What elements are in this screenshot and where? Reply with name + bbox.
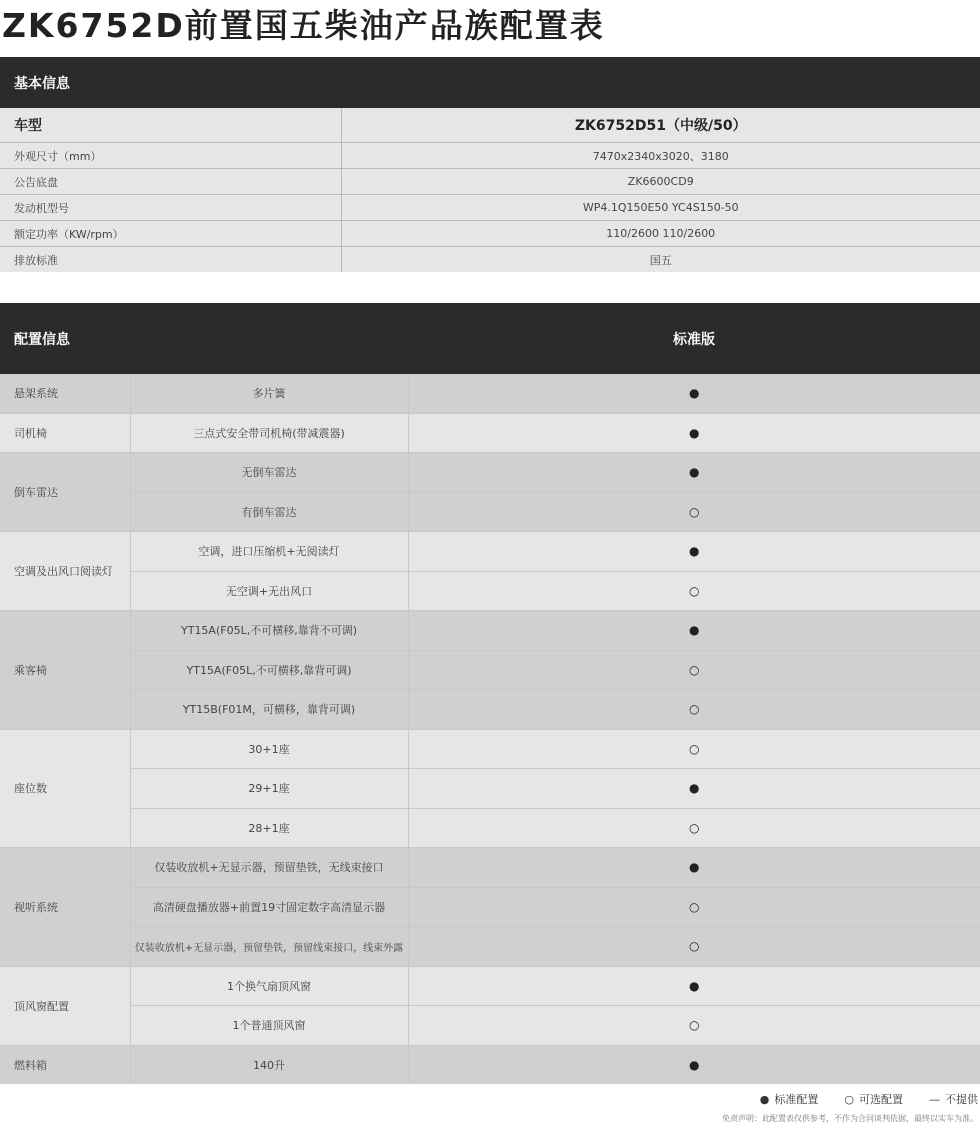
table-row <box>0 143 980 169</box>
table-row <box>0 374 980 413</box>
optional-mark-icon: ○ <box>408 492 980 532</box>
basic-info-table <box>0 108 980 272</box>
standard-mark-icon: ● <box>408 769 980 809</box>
config-option: YT15A(F05L,不可横移,靠背不可调) <box>130 611 408 651</box>
table-row <box>0 729 980 769</box>
config-option: 29+1座 <box>130 769 408 809</box>
config-option: 1个换气扇顶风窗 <box>130 966 408 1006</box>
config-category: 倒车雷达 <box>0 453 130 532</box>
legend-label: 不提供 <box>945 1093 978 1106</box>
hollow-circle-icon: ○ <box>844 1093 854 1106</box>
table-row <box>0 221 980 247</box>
basic-value: 110/2600 110/2600 <box>341 221 980 247</box>
standard-mark-icon: ● <box>408 611 980 651</box>
table-row <box>0 966 980 1006</box>
config-option: 高清硬盘播放器+前置19寸固定数字高清显示器 <box>130 887 408 927</box>
basic-value: WP4.1Q150E50 YC4S150-50 <box>341 195 980 221</box>
config-table <box>0 374 980 1084</box>
config-category: 燃料箱 <box>0 1045 130 1084</box>
basic-value: ZK6600CD9 <box>341 169 980 195</box>
config-option: YT15B(F01M，可横移，靠背可调) <box>130 690 408 730</box>
basic-label: 额定功率（KW/rpm） <box>0 221 341 247</box>
table-row <box>0 195 980 221</box>
optional-mark-icon: ○ <box>408 690 980 730</box>
standard-mark-icon: ● <box>408 966 980 1006</box>
table-row <box>0 169 980 195</box>
config-option: 140升 <box>130 1045 408 1084</box>
legend-item-optional <box>844 1091 903 1107</box>
legend <box>760 1091 978 1107</box>
optional-mark-icon: ○ <box>408 571 980 611</box>
basic-label: 外观尺寸（mm） <box>0 143 341 169</box>
legend-item-standard <box>760 1091 819 1107</box>
config-category: 座位数 <box>0 729 130 848</box>
table-row <box>0 690 980 730</box>
page-title: ZK6752D前置国五柴油产品族配置表 <box>2 6 605 45</box>
table-row <box>0 848 980 888</box>
config-option: 30+1座 <box>130 729 408 769</box>
table-row <box>0 492 980 532</box>
table-row <box>0 769 980 809</box>
legend-label: 标准配置 <box>774 1093 819 1106</box>
config-option: 空调，进口压缩机+无阅读灯 <box>130 532 408 572</box>
legend-label: 可选配置 <box>859 1093 903 1106</box>
config-version-label: 标准版 <box>673 331 715 348</box>
table-row <box>0 887 980 927</box>
table-row <box>0 650 980 690</box>
config-option: 1个普通顶风窗 <box>130 1006 408 1046</box>
standard-mark-icon: ● <box>408 374 980 413</box>
standard-mark-icon: ● <box>408 1045 980 1084</box>
table-row <box>0 611 980 651</box>
optional-mark-icon: ○ <box>408 887 980 927</box>
basic-info-header <box>0 57 980 108</box>
table-row <box>0 108 980 143</box>
basic-value: 国五 <box>341 247 980 273</box>
config-option: YT15A(F05L,不可横移,靠背可调) <box>130 650 408 690</box>
config-option: 28+1座 <box>130 808 408 848</box>
basic-label: 公告底盘 <box>0 169 341 195</box>
config-category: 顶风窗配置 <box>0 966 130 1045</box>
table-row <box>0 453 980 493</box>
optional-mark-icon: ○ <box>408 650 980 690</box>
optional-mark-icon: ○ <box>408 729 980 769</box>
standard-mark-icon: ● <box>408 532 980 572</box>
config-category: 悬架系统 <box>0 374 130 413</box>
basic-label: 发动机型号 <box>0 195 341 221</box>
basic-label: 车型 <box>0 108 341 143</box>
basic-info-header-label: 基本信息 <box>14 75 70 92</box>
dash-icon: — <box>929 1093 940 1106</box>
config-category: 视听系统 <box>0 848 130 967</box>
config-option: 三点式安全带司机椅(带减震器) <box>130 413 408 453</box>
config-header <box>0 303 980 374</box>
basic-value: ZK6752D51（中级/50） <box>341 108 980 143</box>
basic-value: 7470x2340x3020、3180 <box>341 143 980 169</box>
config-header-label: 配置信息 <box>14 331 70 348</box>
config-option: 无倒车雷达 <box>130 453 408 493</box>
table-row <box>0 247 980 273</box>
table-row <box>0 927 980 967</box>
legend-item-not-provided <box>929 1091 978 1107</box>
standard-mark-icon: ● <box>408 413 980 453</box>
table-row <box>0 413 980 453</box>
config-category: 乘客椅 <box>0 611 130 730</box>
optional-mark-icon: ○ <box>408 808 980 848</box>
table-row <box>0 1045 980 1084</box>
config-category: 空调及出风口阅读灯 <box>0 532 130 611</box>
config-option: 多片簧 <box>130 374 408 413</box>
table-row <box>0 1006 980 1046</box>
config-option: 仅装收放机+无显示器，预留垫铁，无线束接口 <box>130 848 408 888</box>
standard-mark-icon: ● <box>408 453 980 493</box>
config-option: 无空调+无出风口 <box>130 571 408 611</box>
optional-mark-icon: ○ <box>408 927 980 967</box>
table-row <box>0 571 980 611</box>
standard-mark-icon: ● <box>408 848 980 888</box>
config-option: 有倒车雷达 <box>130 492 408 532</box>
optional-mark-icon: ○ <box>408 1006 980 1046</box>
config-category: 司机椅 <box>0 413 130 453</box>
config-option: 仅装收放机+无显示器，预留垫铁，预留线束接口，线束外露 <box>130 927 408 967</box>
table-row <box>0 808 980 848</box>
table-row <box>0 532 980 572</box>
filled-circle-icon: ● <box>759 1093 770 1106</box>
disclaimer: 免责声明：此配置表仅供参考，不作为合同谈判依据，最终以实车为准。 <box>722 1114 978 1123</box>
basic-label: 排放标准 <box>14 253 58 267</box>
